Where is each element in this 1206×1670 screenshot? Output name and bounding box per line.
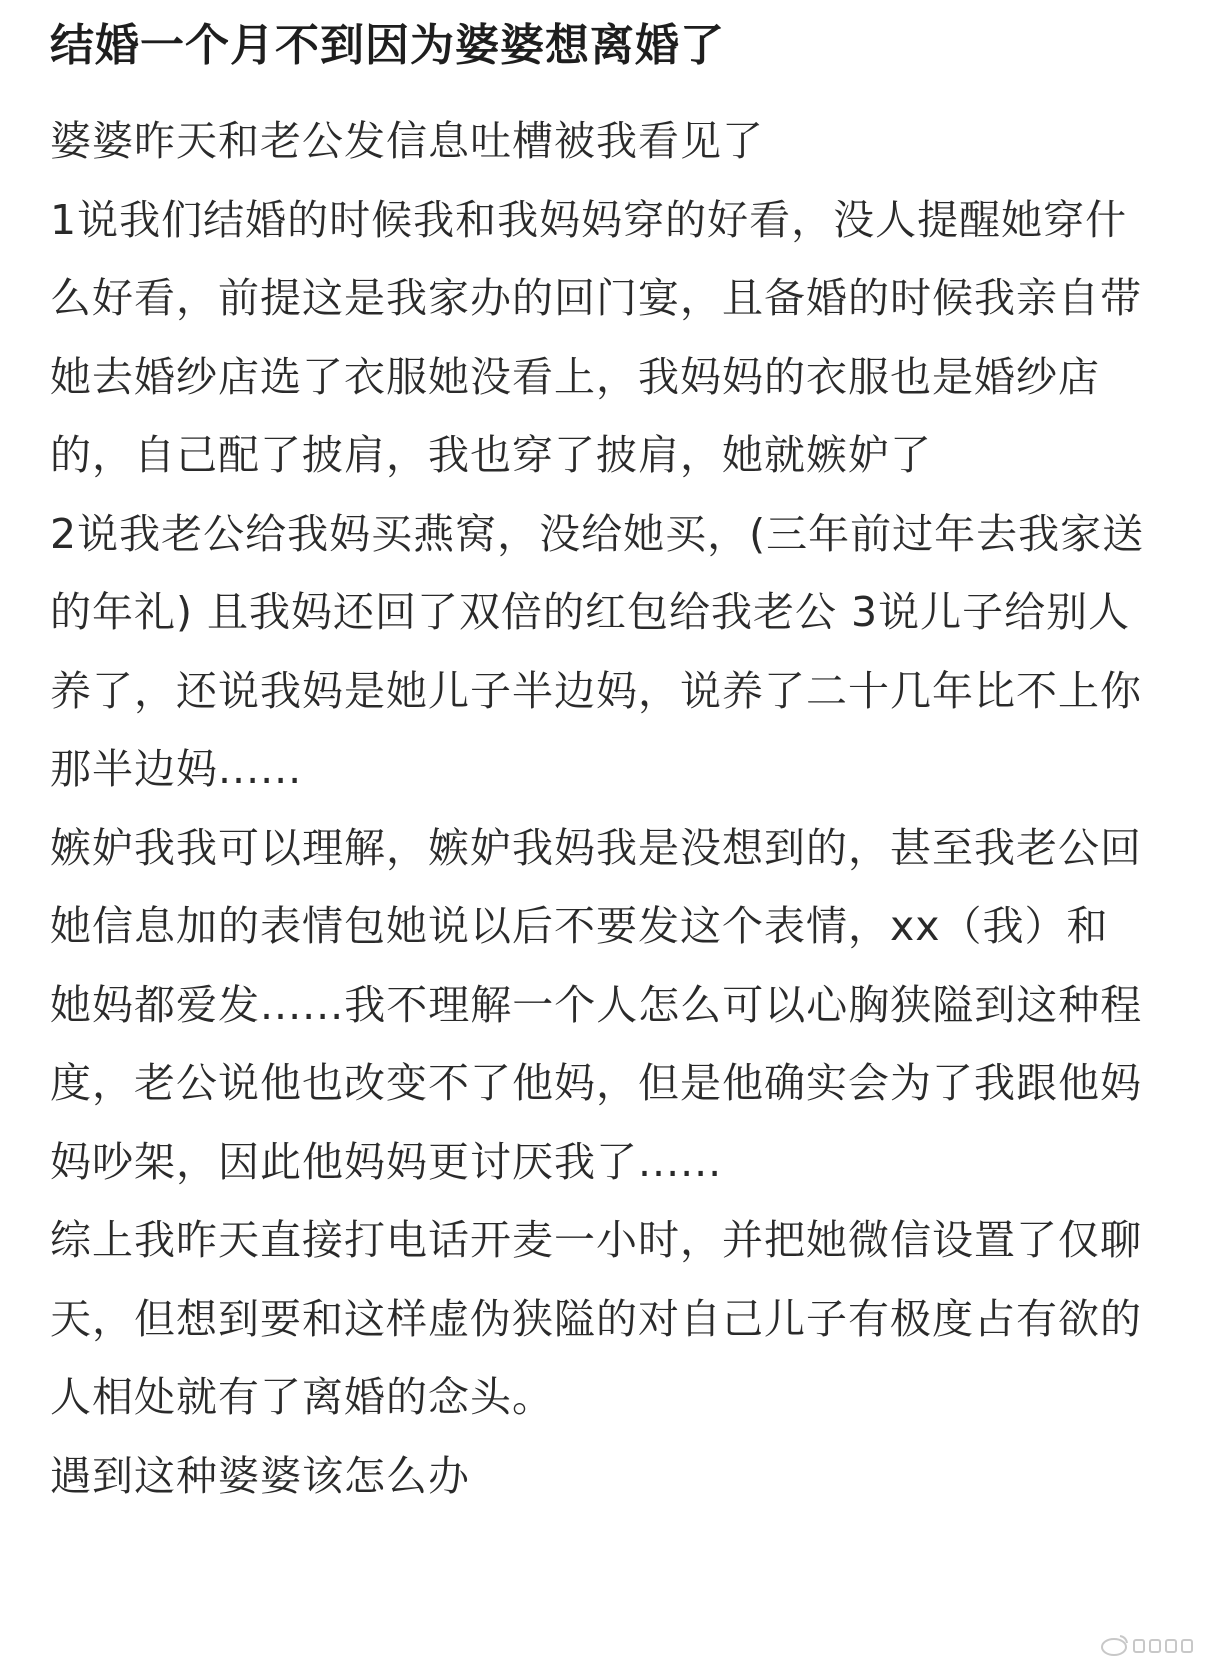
post-paragraph-5: 综上我昨天直接打电话开麦一小时，并把她微信设置了仅聊天，但想到要和这样虚伪狭隘的对自己儿子有极度占有欲的人相处就有了离婚的念头。	[50, 1216, 1142, 1421]
post-paragraph-3: 2说我老公给我妈买燕窝，没给她买，(三年前过年去我家送的年礼) 且我妈还回了双倍的红包给我老公 3说儿子给别人养了，还说我妈是她儿子半边妈，说养了二十几年比不上你那半边妈......	[50, 509, 1145, 793]
post-paragraph-1: 婆婆昨天和老公发信息吐槽被我看见了	[50, 117, 764, 165]
post-paragraph-4: 嫉妒我我可以理解，嫉妒我妈我是没想到的，甚至我老公回她信息加的表情包她说以后不要发这个表情，xx（我）和她妈都爱发......我不理解一个人怎么可以心胸狭隘到这种程度，老公说他也改变不了他妈，但是他确实会为了我跟他妈妈吵架，因此他妈妈更讨厌我了......	[50, 823, 1143, 1186]
post-paragraph-6: 遇到这种婆婆该怎么办	[50, 1451, 470, 1500]
watermark-logo-icon	[1098, 1630, 1194, 1660]
post-body	[50, 102, 1146, 1515]
post-paragraph-2: 1说我们结婚的时候我和我妈妈穿的好看，没人提醒她穿什么好看，前提这是我家办的回门宴，且备婚的时候我亲自带她去婚纱店选了衣服她没看上，我妈妈的衣服也是婚纱店的，自己配了披肩，我也穿了披肩，她就嫉妒了	[50, 195, 1142, 479]
post-title: 结婚一个月不到因为婆婆想离婚了	[50, 20, 725, 71]
